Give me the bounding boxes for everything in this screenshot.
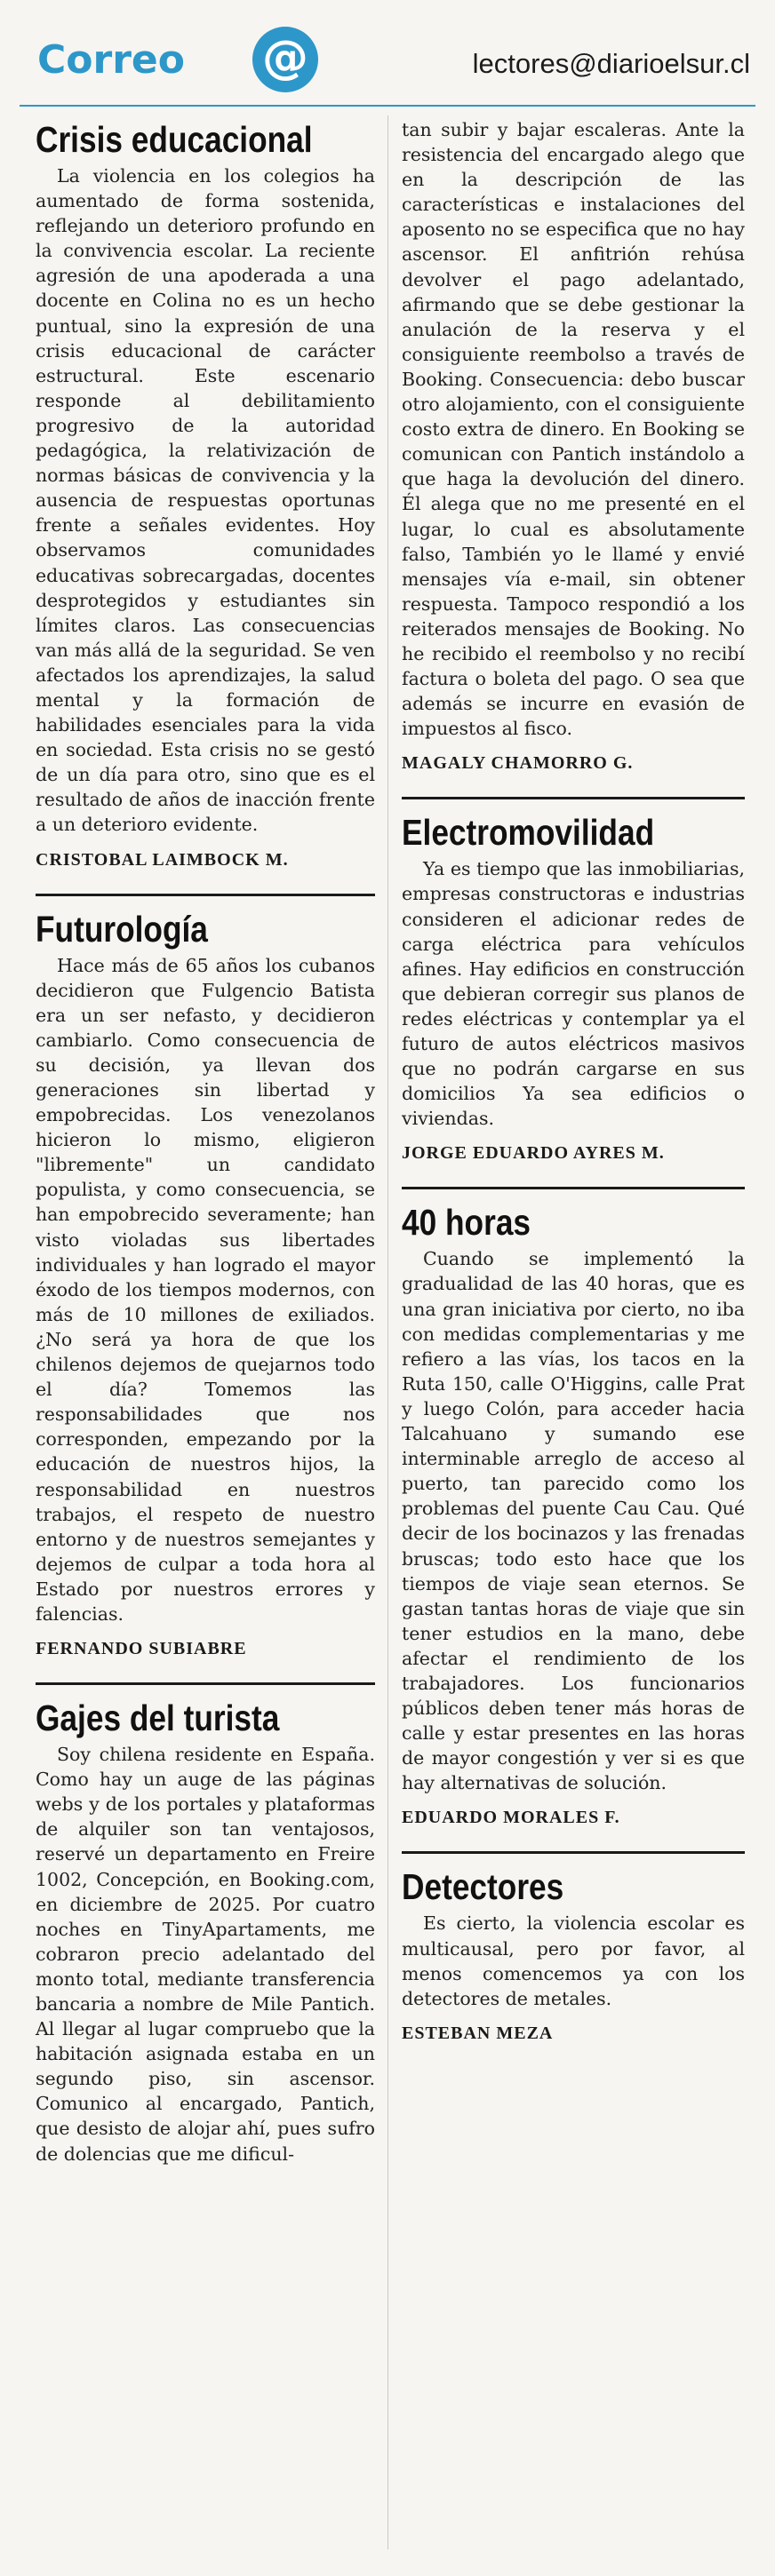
letter-author: ESTEBAN MEZA [402,2023,554,2043]
letter-author: CRISTOBAL LAIMBOCK M. [36,849,289,870]
letter-author: EDUARDO MORALES F. [402,1808,620,1828]
letter-body: La violencia en los colegios ha aumentado de forma sostenida, reflejando un deterioro profundo en la convivencia escolar. La reciente agresión de una apoderada a una docente en Colina no es un hecho puntual, sino la expresión de una crisis educacional de carácter estructural. Este escenario responde al debilitamiento progresivo de la autoridad pedagógica, la relativización de normas básicas de convivencia y la ausencia de respuestas oportunas frente a señales evidentes. Hoy observamos comunidades educativas sobrecargadas, docentes desprotegidos y estudiantes sin límites claros. Las consecuencias van más allá de la seguridad. Se ven afectados los aprendizajes, la salud mental y la formación de habilidades esenciales para la vida en sociedad. Esta crisis no se gestó de un día para otro, sino que es el resultado de años de inacción frente a un deterioro evidente. [36,165,375,836]
letter-separator [36,894,375,896]
letter-body-continued: tan subir y bajar escaleras. Ante la resistencia del encargado alego que en la descripción de las características e instalaciones del aposento no se especifica que no hay ascensor. El anfitrión rehúsa devolver el pago adelantado, afirmando que se debe gestionar la anulación de la reserva y el consiguiente reembolso a través de Booking. Consecuencia: debo buscar otro alojamiento, con el consiguiente costo extra de dinero. En Booking se comunican con Pantich instándolo a que haga la devolución del dinero. Él alega que no me presenté en el lugar, lo cual es absolutamente falso, También yo le llamé y envié mensajes vía e-mail, sin obtener respuesta. Tampoco respondió a los reiterados mensajes de Booking. No he recibido el reembolso y no recibí factura o boleta del pago. O sea que además se incurre en evasión de impuestos al fisco. [402,119,745,740]
letter-body: Es cierto, la violencia escolar es multicausal, pero por favor, al menos comencemos ya con los detectores de metales. [402,1912,745,2009]
letter-electromovilidad [402,797,745,1164]
section-title: Correo [37,37,185,83]
letter-detectores [402,1851,745,2043]
letter-author: MAGALY CHAMORRO G. [402,753,634,774]
letter-body: Cuando se implementó la gradualidad de las 40 horas, que es una gran iniciativa por cierto, no iba con medidas complementarias y me refiero a las vías, los tacos en la Ruta 150, calle O'Higgins, calle Prat y luego Colón, para acceder hacia Talcahuano y sumando ese interminable arreglo de acceso al puerto, tan parecido como los problemas del puente Cau Cau. Qué decir de los bocinazos y las frenadas bruscas; todo esto hace que los tiempos de viaje sean eternos. Se gastan tantas horas de viaje que sin tener estudios en la mano, debe afectar el rendimiento de los trabajadores. Los funcionarios públicos deben tener más horas de calle y estar presentes en las horas de mayor congestión y ver si es que hay alternativas de solución. [402,1248,745,1794]
section-header [20,25,755,107]
contact-email[interactable]: lectores@diarioelsur.cl [472,48,750,79]
letter-title: Futurología [36,908,208,950]
letter-crisis-educacional [36,117,375,871]
letter-separator [36,1682,375,1685]
at-symbol-icon: @ [252,27,318,92]
letter-gajes-del-turista-continued [402,117,745,774]
letter-title: Detectores [402,1866,564,1908]
right-column [402,117,745,2067]
letter-body: Ya es tiempo que las inmobiliarias, empresas constructoras e industrias consideren el adicionar redes de carga eléctrica para vehículos afines. Hay edificios en construcción que debieran corregir sus planos de redes eléctricas y contemplar ya el futuro de autos eléctricos masivos que no podrán cargarse en sus domicilios Ya sea edificios o viviendas. [402,858,745,1130]
header-divider [20,105,755,107]
letter-body: Hace más de 65 años los cubanos decidieron que Fulgencio Batista era un ser nefasto, y decidieron cambiarlo. Como consecuencia de su decisión, ya llevan dos generaciones sin libertad y empobrecidas. Los venezolanos hicieron lo mismo, eligieron "libremente" un candidato populista, y como consecuencia, se han empobrecido severamente; han visto violadas sus libertades individuales y han logrado el mayor éxodo de los tiempos modernos, con más de 10 millones de exiliados. ¿No será ya hora de que los chilenos dejemos de quejarnos todo el día? Tomemos las responsabilidades que nos corresponden, empezando por la educación de nuestros hijos, la responsabilidad en nuestros trabajos, el respeto de nuestro entorno y de nuestros semejantes y dejemos de culpar a toda hora al Estado por nuestros errores y falencias. [36,954,375,1625]
letter-separator [402,1851,745,1854]
letter-author: JORGE EDUARDO AYRES M. [402,1143,665,1164]
letter-title: Electromovilidad [402,812,655,854]
letter-author: FERNANDO SUBIABRE [36,1639,247,1659]
letter-separator [402,1187,745,1189]
letter-title: Gajes del turista [36,1697,280,1739]
letter-title: Crisis educacional [36,119,313,160]
letter-separator [402,797,745,799]
letter-futurologia [36,894,375,1660]
letter-40-horas [402,1187,745,1828]
left-column [36,117,375,2167]
letter-body: Soy chilena residente en España. Como hay un auge de las páginas webs y de los portales y plataformas de alquiler son tan ventajosos, reservé un departamento en Freire 1002, Concepción, en Booking.com, en diciembre de 2025. Por cuatro noches en TinyApartaments, me cobraron precio adelantado del monto total, mediante transferencia bancaria a nombre de Mile Pantich. Al llegar al lugar compruebo que la habitación asignada estaba en un segundo piso, sin ascensor. Comunico al encargado, Pantich, que desisto de alojar ahí, pues sufro de dolencias que me dificul- [36,1744,375,2165]
letter-gajes-del-turista [36,1682,375,2167]
letter-title: 40 horas [402,1202,531,1244]
